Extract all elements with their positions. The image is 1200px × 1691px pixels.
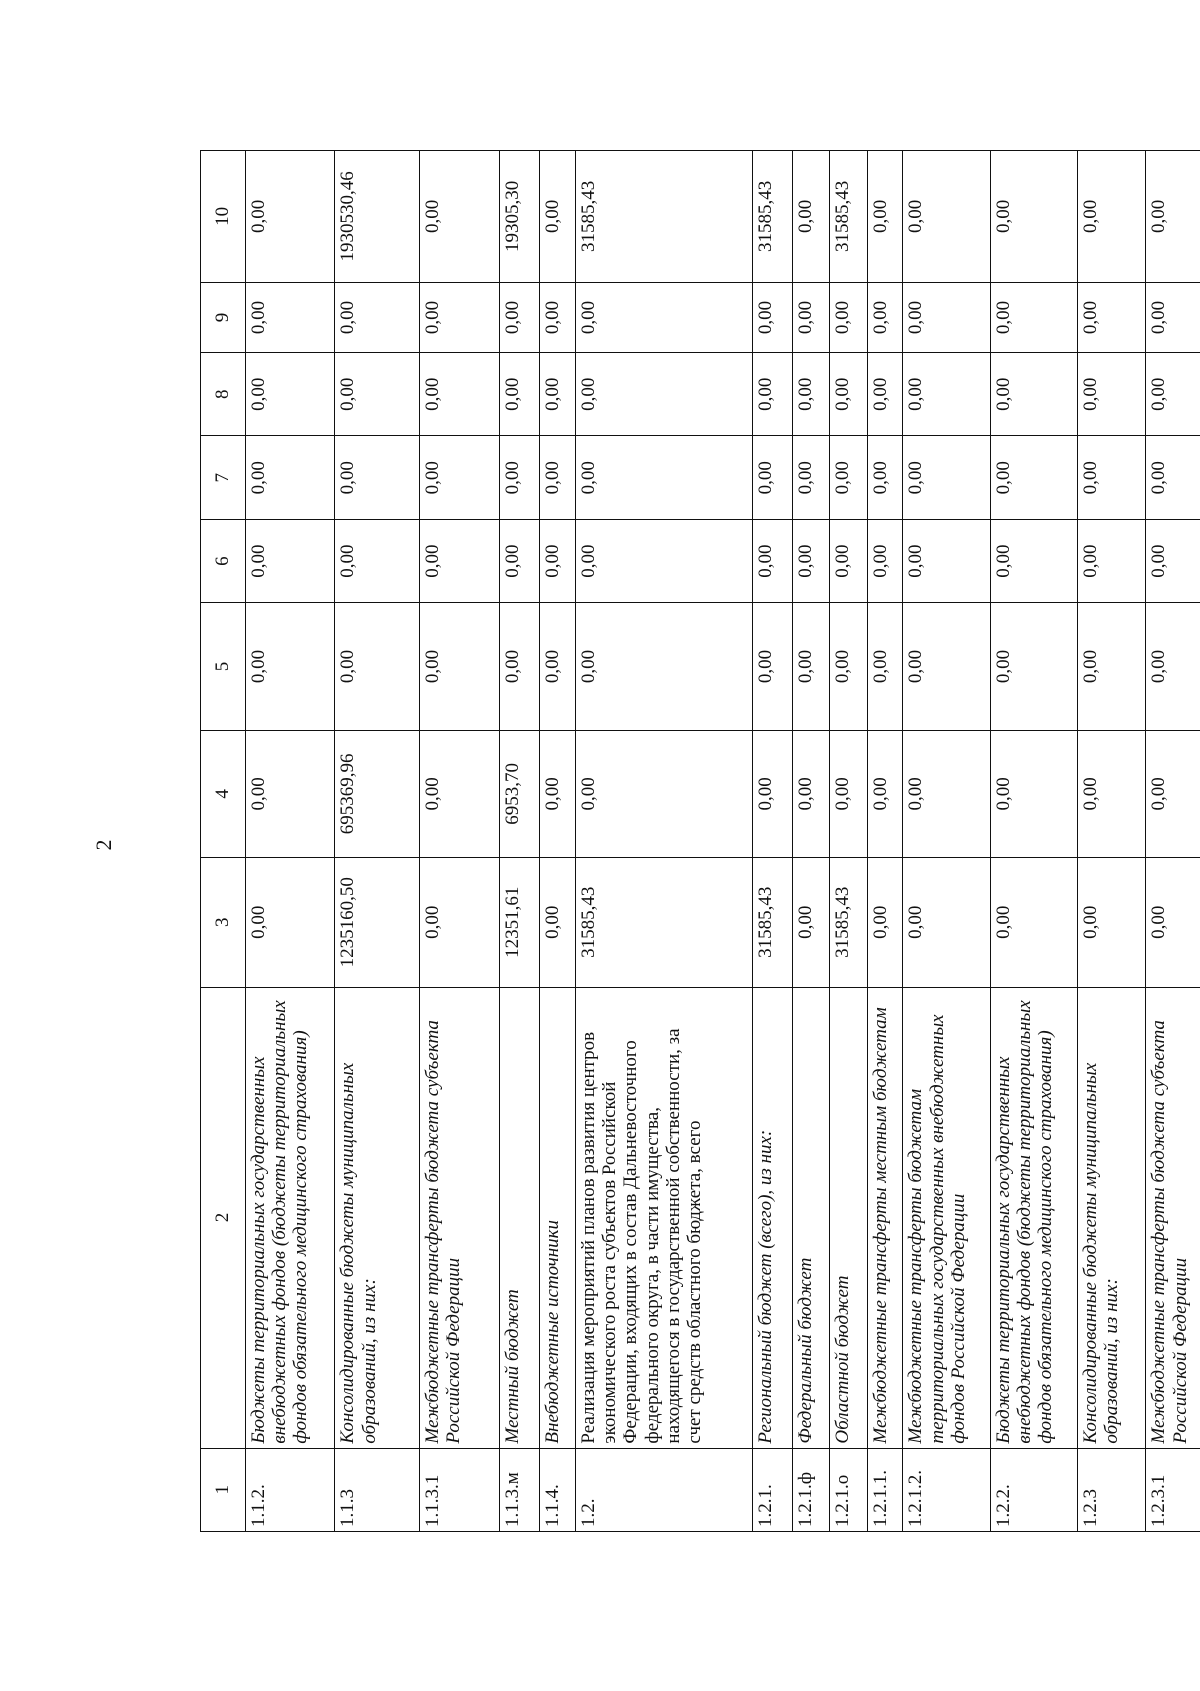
value-cell-col-3: 1235160,50: [335, 857, 420, 987]
value-cell-col-4: 0,00: [540, 730, 575, 857]
value-cell-col-5: 0,00: [903, 603, 990, 730]
value-cell-col-9: 0,00: [245, 282, 335, 352]
column-number-10: 10: [201, 151, 246, 283]
row-name: Бюджеты территориальных государственных внебюджетных фондов (бюджеты территориальных фондов обязательного медицинского страхования): [990, 987, 1077, 1448]
value-cell-col-6: 0,00: [500, 519, 540, 602]
value-cell-col-3: 0,00: [420, 857, 500, 987]
row-name: Межбюджетные трансферты бюджета субъекта Российской Федерации: [1146, 987, 1200, 1448]
value-cell-col-3: 12351,61: [500, 857, 540, 987]
value-cell-col-9: 0,00: [1077, 282, 1145, 352]
value-cell-col-6: 0,00: [752, 519, 792, 602]
row-name: Межбюджетные трансферты местным бюджетам: [868, 987, 903, 1448]
row-name: Межбюджетные трансферты бюджета субъекта Российской Федерации: [420, 987, 500, 1448]
value-cell-col-5: 0,00: [868, 603, 903, 730]
value-cell-col-7: 0,00: [575, 436, 752, 519]
value-cell-col-10: 0,00: [792, 151, 830, 283]
value-cell-col-9: 0,00: [335, 282, 420, 352]
value-cell-col-9: 0,00: [1146, 282, 1200, 352]
value-cell-col-6: 0,00: [1077, 519, 1145, 602]
value-cell-col-5: 0,00: [1077, 603, 1145, 730]
value-cell-col-4: 0,00: [792, 730, 830, 857]
value-cell-col-3: 0,00: [990, 857, 1077, 987]
value-cell-col-3: 0,00: [1146, 857, 1200, 987]
value-cell-col-8: 0,00: [830, 353, 868, 436]
table-row: [575, 151, 752, 1532]
row-code: 1.1.3.м: [500, 1448, 540, 1531]
value-cell-col-9: 0,00: [575, 282, 752, 352]
value-cell-col-7: 0,00: [903, 436, 990, 519]
value-cell-col-10: 19305,30: [500, 151, 540, 283]
value-cell-col-4: 6953,70: [500, 730, 540, 857]
row-code: 1.2.1.ф: [792, 1448, 830, 1531]
value-cell-col-8: 0,00: [752, 353, 792, 436]
table-row: [990, 151, 1077, 1532]
value-cell-col-7: 0,00: [752, 436, 792, 519]
table-body: [201, 151, 1200, 1532]
value-cell-col-7: 0,00: [1077, 436, 1145, 519]
value-cell-col-8: 0,00: [1146, 353, 1200, 436]
value-cell-col-3: 31585,43: [575, 857, 752, 987]
table-row: [245, 151, 335, 1532]
value-cell-col-5: 0,00: [335, 603, 420, 730]
value-cell-col-6: 0,00: [540, 519, 575, 602]
value-cell-col-10: 0,00: [1146, 151, 1200, 283]
table-row: [500, 151, 540, 1532]
value-cell-col-5: 0,00: [420, 603, 500, 730]
value-cell-col-4: 0,00: [830, 730, 868, 857]
value-cell-col-4: 0,00: [752, 730, 792, 857]
value-cell-col-4: 0,00: [990, 730, 1077, 857]
value-cell-col-7: 0,00: [500, 436, 540, 519]
value-cell-col-10: 0,00: [903, 151, 990, 283]
value-cell-col-9: 0,00: [792, 282, 830, 352]
value-cell-col-6: 0,00: [1146, 519, 1200, 602]
row-code: 1.1.3.1: [420, 1448, 500, 1531]
value-cell-col-4: 695369,96: [335, 730, 420, 857]
value-cell-col-3: 0,00: [903, 857, 990, 987]
value-cell-col-9: 0,00: [420, 282, 500, 352]
row-name: Бюджеты территориальных государственных внебюджетных фондов (бюджеты территориальных фондов обязательного медицинского страхования): [245, 987, 335, 1448]
value-cell-col-8: 0,00: [575, 353, 752, 436]
value-cell-col-8: 0,00: [245, 353, 335, 436]
value-cell-col-5: 0,00: [752, 603, 792, 730]
value-cell-col-6: 0,00: [245, 519, 335, 602]
value-cell-col-4: 0,00: [1077, 730, 1145, 857]
row-name: Региональный бюджет (всего), из них:: [752, 987, 792, 1448]
column-number-9: 9: [201, 282, 246, 352]
column-number-3: 3: [201, 857, 246, 987]
value-cell-col-5: 0,00: [792, 603, 830, 730]
value-cell-col-9: 0,00: [830, 282, 868, 352]
value-cell-col-4: 0,00: [903, 730, 990, 857]
value-cell-col-4: 0,00: [575, 730, 752, 857]
value-cell-col-6: 0,00: [575, 519, 752, 602]
table-row: [752, 151, 792, 1532]
value-cell-col-7: 0,00: [245, 436, 335, 519]
value-cell-col-8: 0,00: [540, 353, 575, 436]
value-cell-col-6: 0,00: [868, 519, 903, 602]
value-cell-col-3: 0,00: [540, 857, 575, 987]
value-cell-col-8: 0,00: [792, 353, 830, 436]
value-cell-col-7: 0,00: [420, 436, 500, 519]
table-row: [1077, 151, 1145, 1532]
value-cell-col-10: 0,00: [245, 151, 335, 283]
value-cell-col-6: 0,00: [990, 519, 1077, 602]
value-cell-col-4: 0,00: [868, 730, 903, 857]
value-cell-col-10: 0,00: [868, 151, 903, 283]
value-cell-col-5: 0,00: [245, 603, 335, 730]
column-number-8: 8: [201, 353, 246, 436]
value-cell-col-6: 0,00: [420, 519, 500, 602]
row-code: 1.2.3: [1077, 1448, 1145, 1531]
table-row: [903, 151, 990, 1532]
column-number-6: 6: [201, 519, 246, 602]
column-number-5: 5: [201, 603, 246, 730]
value-cell-col-7: 0,00: [1146, 436, 1200, 519]
row-name: Областной бюджет: [830, 987, 868, 1448]
value-cell-col-5: 0,00: [500, 603, 540, 730]
value-cell-col-3: 0,00: [792, 857, 830, 987]
row-code: 1.2.2.: [990, 1448, 1077, 1531]
row-code: 1.2.1.: [752, 1448, 792, 1531]
table-row: [335, 151, 420, 1532]
value-cell-col-6: 0,00: [792, 519, 830, 602]
value-cell-col-9: 0,00: [500, 282, 540, 352]
row-code: 1.1.4.: [540, 1448, 575, 1531]
value-cell-col-6: 0,00: [335, 519, 420, 602]
row-name: Консолидированные бюджеты муниципальных образований, из них:: [335, 987, 420, 1448]
value-cell-col-3: 31585,43: [830, 857, 868, 987]
rotated-table-container: [200, 150, 1200, 1532]
column-number-7: 7: [201, 436, 246, 519]
value-cell-col-8: 0,00: [990, 353, 1077, 436]
value-cell-col-6: 0,00: [903, 519, 990, 602]
value-cell-col-5: 0,00: [575, 603, 752, 730]
value-cell-col-9: 0,00: [903, 282, 990, 352]
value-cell-col-4: 0,00: [420, 730, 500, 857]
row-code: 1.2.1.о: [830, 1448, 868, 1531]
value-cell-col-8: 0,00: [868, 353, 903, 436]
value-cell-col-10: 31585,43: [830, 151, 868, 283]
table-row: [420, 151, 500, 1532]
value-cell-col-8: 0,00: [1077, 353, 1145, 436]
value-cell-col-7: 0,00: [335, 436, 420, 519]
value-cell-col-6: 0,00: [830, 519, 868, 602]
value-cell-col-8: 0,00: [903, 353, 990, 436]
value-cell-col-5: 0,00: [830, 603, 868, 730]
value-cell-col-7: 0,00: [830, 436, 868, 519]
value-cell-col-3: 0,00: [245, 857, 335, 987]
row-code: 1.2.1.1.: [868, 1448, 903, 1531]
row-code: 1.2.1.2.: [903, 1448, 990, 1531]
value-cell-col-3: 31585,43: [752, 857, 792, 987]
value-cell-col-9: 0,00: [990, 282, 1077, 352]
row-code: 1.2.: [575, 1448, 752, 1531]
value-cell-col-7: 0,00: [792, 436, 830, 519]
value-cell-col-9: 0,00: [752, 282, 792, 352]
column-number-1: 1: [201, 1448, 246, 1531]
value-cell-col-5: 0,00: [1146, 603, 1200, 730]
value-cell-col-4: 0,00: [245, 730, 335, 857]
page-number: 2: [91, 839, 116, 851]
value-cell-col-7: 0,00: [540, 436, 575, 519]
row-name: Межбюджетные трансферты бюджетам территориальных государственных внебюджетных фондов Российской Федерации: [903, 987, 990, 1448]
row-name: Реализация мероприятий планов развития центров экономического роста субъектов Российской Федерации, входящих в состав Дальневосточного федерального округа, в части имущества, находящегося в государственной собственности, за счет средств областного бюджета, всего: [575, 987, 752, 1448]
value-cell-col-10: 0,00: [420, 151, 500, 283]
value-cell-col-8: 0,00: [420, 353, 500, 436]
value-cell-col-10: 0,00: [1077, 151, 1145, 283]
row-name: Местный бюджет: [500, 987, 540, 1448]
value-cell-col-10: 31585,43: [752, 151, 792, 283]
value-cell-col-8: 0,00: [500, 353, 540, 436]
row-code: 1.2.3.1: [1146, 1448, 1200, 1531]
value-cell-col-3: 0,00: [1077, 857, 1145, 987]
value-cell-col-4: 0,00: [1146, 730, 1200, 857]
table-row: [540, 151, 575, 1532]
row-name: Консолидированные бюджеты муниципальных образований, из них:: [1077, 987, 1145, 1448]
value-cell-col-7: 0,00: [868, 436, 903, 519]
table-row: [830, 151, 868, 1532]
row-name: Внебюджетные источники: [540, 987, 575, 1448]
table-row: [868, 151, 903, 1532]
value-cell-col-5: 0,00: [990, 603, 1077, 730]
value-cell-col-3: 0,00: [868, 857, 903, 987]
column-number-row: [201, 151, 246, 1532]
table-row: [1146, 151, 1200, 1532]
row-name: Федеральный бюджет: [792, 987, 830, 1448]
value-cell-col-10: 1930530,46: [335, 151, 420, 283]
value-cell-col-10: 31585,43: [575, 151, 752, 283]
row-code: 1.1.2.: [245, 1448, 335, 1531]
value-cell-col-8: 0,00: [335, 353, 420, 436]
value-cell-col-9: 0,00: [540, 282, 575, 352]
value-cell-col-5: 0,00: [540, 603, 575, 730]
column-number-2: 2: [201, 987, 246, 1448]
value-cell-col-10: 0,00: [540, 151, 575, 283]
budget-table: [200, 150, 1200, 1532]
table-row: [792, 151, 830, 1532]
value-cell-col-10: 0,00: [990, 151, 1077, 283]
value-cell-col-7: 0,00: [990, 436, 1077, 519]
column-number-4: 4: [201, 730, 246, 857]
row-code: 1.1.3: [335, 1448, 420, 1531]
value-cell-col-9: 0,00: [868, 282, 903, 352]
